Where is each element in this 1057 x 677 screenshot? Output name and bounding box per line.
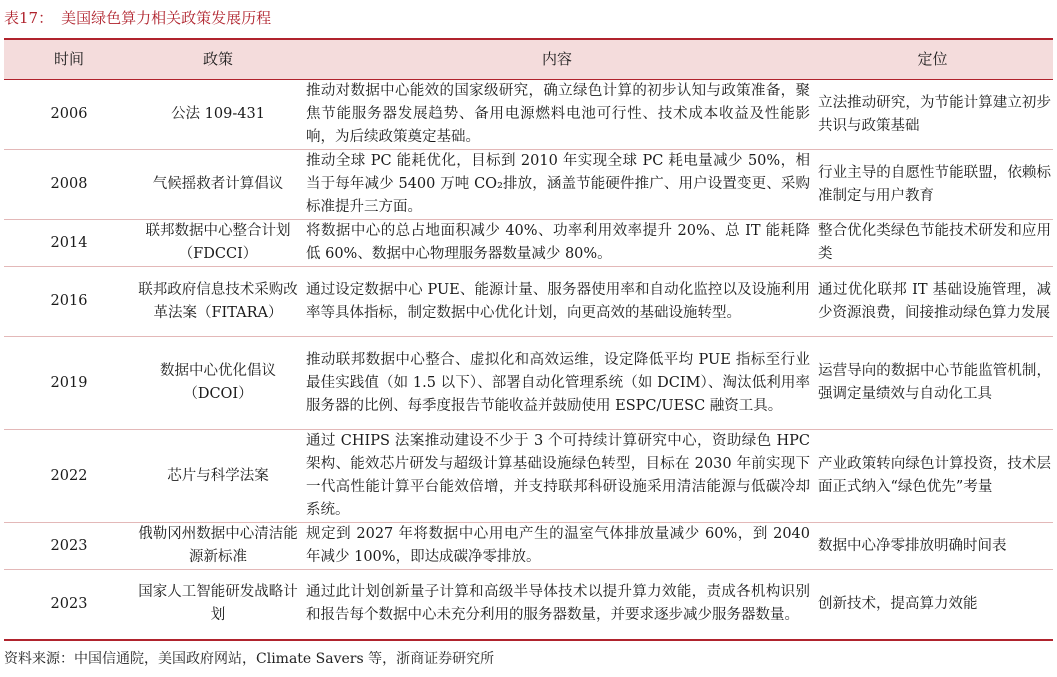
- cell-year: 2016: [4, 267, 134, 337]
- cell-content: 推动联邦数据中心整合、虚拟化和高效运维，设定降低平均 PUE 指标至行业最佳实践值（如 1.5 以下）、部署自动化管理系统（如 DCIM）、淘汰低利用率服务器的比例、每季度报告节能收益并鼓励使用 ESPC/UESC 融资工具。: [302, 337, 812, 430]
- cell-year: 2006: [4, 80, 134, 150]
- table-row: [4, 337, 1053, 430]
- cell-year: 2023: [4, 523, 134, 570]
- cell-year: 2014: [4, 220, 134, 267]
- table-row: [4, 523, 1053, 570]
- header-content: 内容: [302, 39, 812, 80]
- cell-year: 2023: [4, 570, 134, 640]
- cell-content: 推动对数据中心能效的国家级研究，确立绿色计算的初步认知与政策准备，聚焦节能服务器发展趋势、备用电源燃料电池可行性、技术成本收益及性能影响，为后续政策奠定基础。: [302, 80, 812, 150]
- header-position: 定位: [812, 39, 1053, 80]
- cell-position: 通过优化联邦 IT 基础设施管理，减少资源浪费，间接推动绿色算力发展: [812, 267, 1053, 337]
- policy-table: [4, 38, 1053, 641]
- table-row: [4, 267, 1053, 337]
- cell-content: 通过此计划创新量子计算和高级半导体技术以提升算力效能，责成各机构识别和报告每个数据中心未充分利用的服务器数量，并要求逐步减少服务器数量。: [302, 570, 812, 640]
- cell-policy: 气候摇救者计算倡议: [134, 150, 302, 220]
- cell-policy: 公法 109-431: [134, 80, 302, 150]
- cell-policy: 联邦数据中心整合计划（FDCCI）: [134, 220, 302, 267]
- cell-content: 通过 CHIPS 法案推动建设不少于 3 个可持续计算研究中心，资助绿色 HPC 架构、能效芯片研发与超级计算基础设施绿色转型，目标在 2030 年前实现下一代高性能计算平台能效倍增，并支持联邦科研设施采用清洁能源与低碳冷却系统。: [302, 430, 812, 523]
- cell-policy: 联邦政府信息技术采购改革法案（FITARA）: [134, 267, 302, 337]
- cell-content: 将数据中心的总占地面积减少 40%、功率利用效率提升 20%、总 IT 能耗降低 60%、数据中心物理服务器数量减少 80%。: [302, 220, 812, 267]
- cell-policy: 数据中心优化倡议（DCOI）: [134, 337, 302, 430]
- cell-content: 规定到 2027 年将数据中心用电产生的温室气体排放量减少 60%，到 2040 年减少 100%，即达成碳净零排放。: [302, 523, 812, 570]
- cell-position: 行业主导的自愿性节能联盟，依赖标准制定与用户教育: [812, 150, 1053, 220]
- table-row: [4, 150, 1053, 220]
- table-row: [4, 570, 1053, 640]
- cell-policy: 芯片与科学法案: [134, 430, 302, 523]
- cell-year: 2022: [4, 430, 134, 523]
- cell-position: 数据中心净零排放明确时间表: [812, 523, 1053, 570]
- table-header-row: [4, 39, 1053, 80]
- cell-year: 2008: [4, 150, 134, 220]
- table-row: [4, 430, 1053, 523]
- table-caption: 美国绿色算力相关政策发展历程: [61, 9, 272, 27]
- table-title: [4, 7, 271, 28]
- header-time: 时间: [4, 39, 134, 80]
- cell-policy: 俄勒冈州数据中心清洁能源新标准: [134, 523, 302, 570]
- cell-content: 通过设定数据中心 PUE、能源计量、服务器使用率和自动化监控以及设施利用率等具体指标，制定数据中心优化计划，向更高效的基础设施转型。: [302, 267, 812, 337]
- cell-position: 立法推动研究，为节能计算建立初步共识与政策基础: [812, 80, 1053, 150]
- table-row: [4, 220, 1053, 267]
- cell-position: 整合优化类绿色节能技术研发和应用类: [812, 220, 1053, 267]
- table-row: [4, 80, 1053, 150]
- cell-position: 运营导向的数据中心节能监管机制，强调定量绩效与自动化工具: [812, 337, 1053, 430]
- cell-position: 产业政策转向绿色计算投资，技术层面正式纳入“绿色优先”考量: [812, 430, 1053, 523]
- source-note: 资料来源：中国信通院，美国政府网站，Climate Savers 等，浙商证券研究所: [4, 651, 495, 667]
- table-number: 表17：: [4, 9, 54, 27]
- cell-year: 2019: [4, 337, 134, 430]
- cell-position: 创新技术，提高算力效能: [812, 570, 1053, 640]
- cell-policy: 国家人工智能研发战略计划: [134, 570, 302, 640]
- header-policy: 政策: [134, 39, 302, 80]
- cell-content: 推动全球 PC 能耗优化，目标到 2010 年实现全球 PC 耗电量减少 50%，相当于每年减少 5400 万吨 CO₂排放，涵盖节能硬件推广、用户设置变更、采购标准提升三方面。: [302, 150, 812, 220]
